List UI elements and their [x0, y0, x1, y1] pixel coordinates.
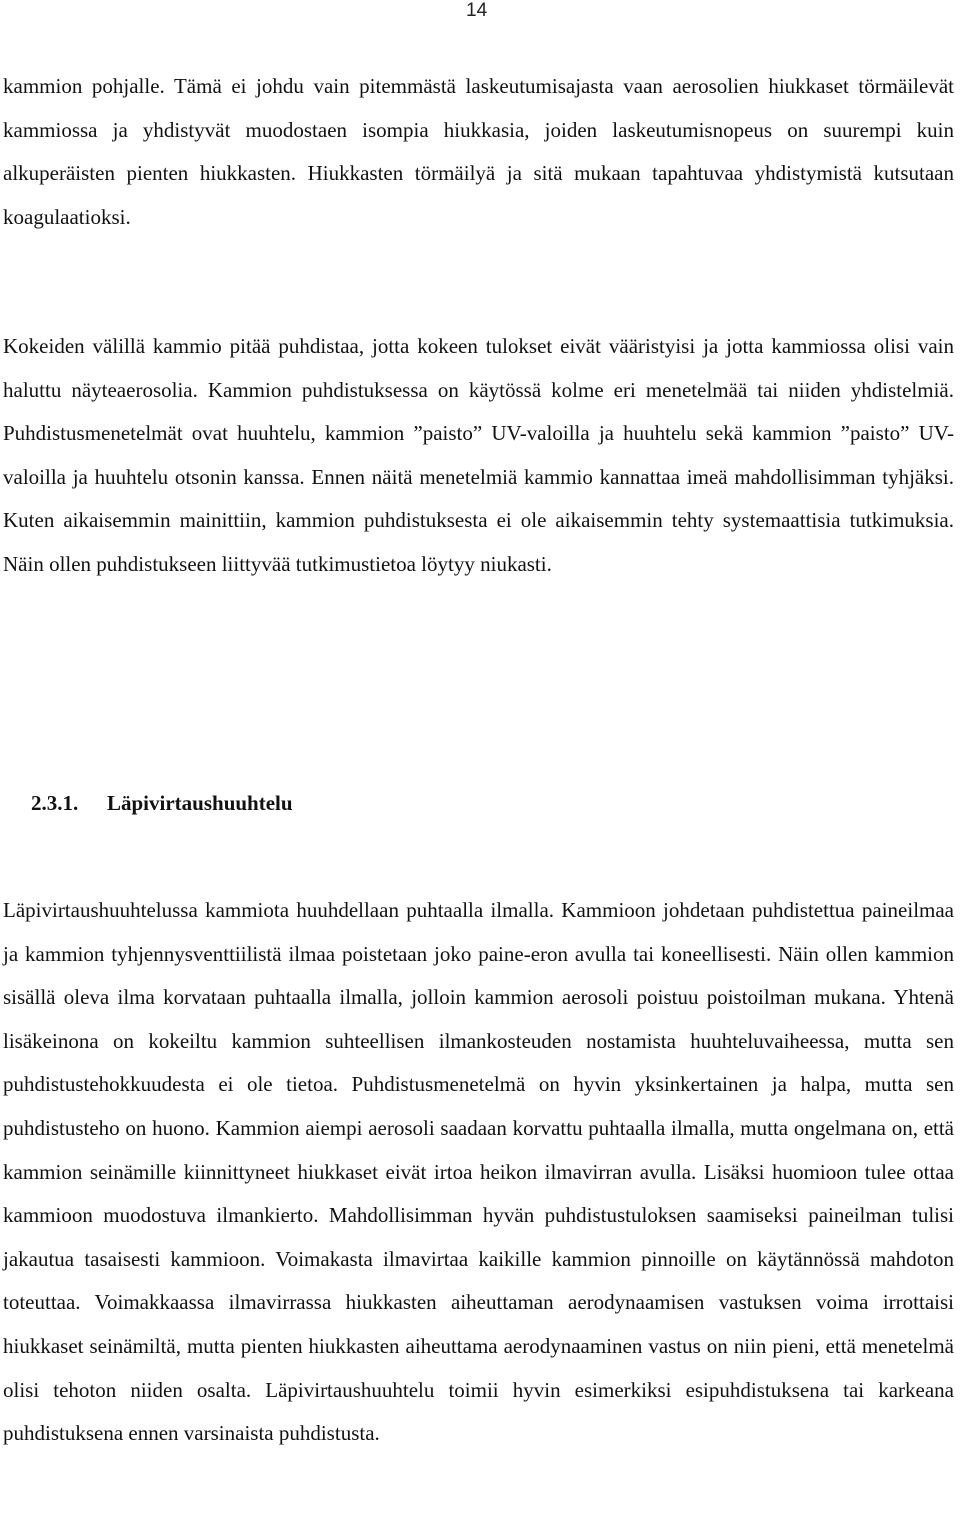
section-title: Läpivirtaushuuhtelu: [107, 791, 293, 815]
paragraph-cleaning-methods: [3, 325, 954, 587]
paragraph-flow-through-flushing: [3, 889, 954, 1456]
paragraph-coagulation: [3, 65, 954, 239]
section-number: 2.3.1.: [31, 791, 79, 815]
paragraph-text: Kokeiden välillä kammio pitää puhdistaa, jotta kokeen tulokset eivät vääristyisi ja jotta kammiossa olisi vain haluttu näyteaerosolia. Kammion puhdistuksessa on käytössä kolme eri menetelmää tai niiden yhdistelmiä. Puhdistusmenetelmät ovat huuhtelu, kammion ”paisto” UV-valoilla ja huuhtelu sekä kammion ”paisto” UV-valoilla ja huuhtelu otsonin kanssa. Ennen näitä menetelmiä kammio kannattaa imeä mahdollisimman tyhjäksi. Kuten aikaisemmin mainittiin, kammion puhdistuksesta ei ole aikaisemmin tehty systemaattisia tutkimuksia. Näin ollen puhdistukseen liittyvää tutkimustietoa löytyy niukasti.: [3, 334, 954, 576]
paragraph-text: kammion pohjalle. Tämä ei johdu vain pitemmästä laskeutumisajasta vaan aerosolien hiukkaset törmäilevät kammiossa ja yhdistyvät muodostaen isompia hiukkasia, joiden laskeutumisnopeus on suurempi kuin alkuperäisten pienten hiukkasten. Hiukkasten törmäilyä ja sitä mukaan tapahtuvaa yhdistymistä kutsutaan koagulaatioksi.: [3, 74, 954, 229]
section-heading: [31, 782, 631, 826]
paragraph-text: Läpivirtaushuuhtelussa kammiota huuhdellaan puhtaalla ilmalla. Kammioon johdetaan puhdistettua paineilmaa ja kammion tyhjennysventtiilistä ilmaa poistetaan joko paine-eron avulla tai koneellisesti. Näin ollen kammion sisällä oleva ilma korvataan puhtaalla ilmalla, jolloin kammion aerosoli poistuu poistoilman mukana. Yhtenä lisäkeinona on kokeiltu kammion suhteellisen ilmankosteuden nostamista huuhteluvaiheessa, mutta sen puhdistustehokkuudesta ei ole tietoa. Puhdistusmenetelmä on hyvin yksinkertainen ja halpa, mutta sen puhdistusteho on huono. Kammion aiempi aerosoli saadaan korvattu puhtaalla ilmalla, mutta ongelmana on, että kammion seinämille kiinnittyneet hiukkaset eivät irtoa heikon ilmavirran avulla. Lisäksi huomioon tulee ottaa kammioon muodostuva ilmankierto. Mahdollisimman hyvän puhdistustuloksen saamiseksi paineilman tulisi jakautua tasaisesti kammioon. Voimakasta ilmavirtaa kaikille kammion pinnoille on käytännössä mahdoton toteuttaa. Voimakkaassa ilmavirrassa hiukkasten aiheuttaman aerodynaamisen vastuksen voima irrottaisi hiukkaset seinämiltä, mutta pienten hiukkasten aiheuttama aerodynaaminen vastus on niin pieni, että menetelmä olisi tehoton niiden osalta. Läpivirtaushuuhtelu toimii hyvin esimerkiksi esipuhdistuksena tai karkeana puhdistuksena ennen varsinaista puhdistusta.: [3, 898, 954, 1446]
page-number: 14: [466, 0, 488, 21]
